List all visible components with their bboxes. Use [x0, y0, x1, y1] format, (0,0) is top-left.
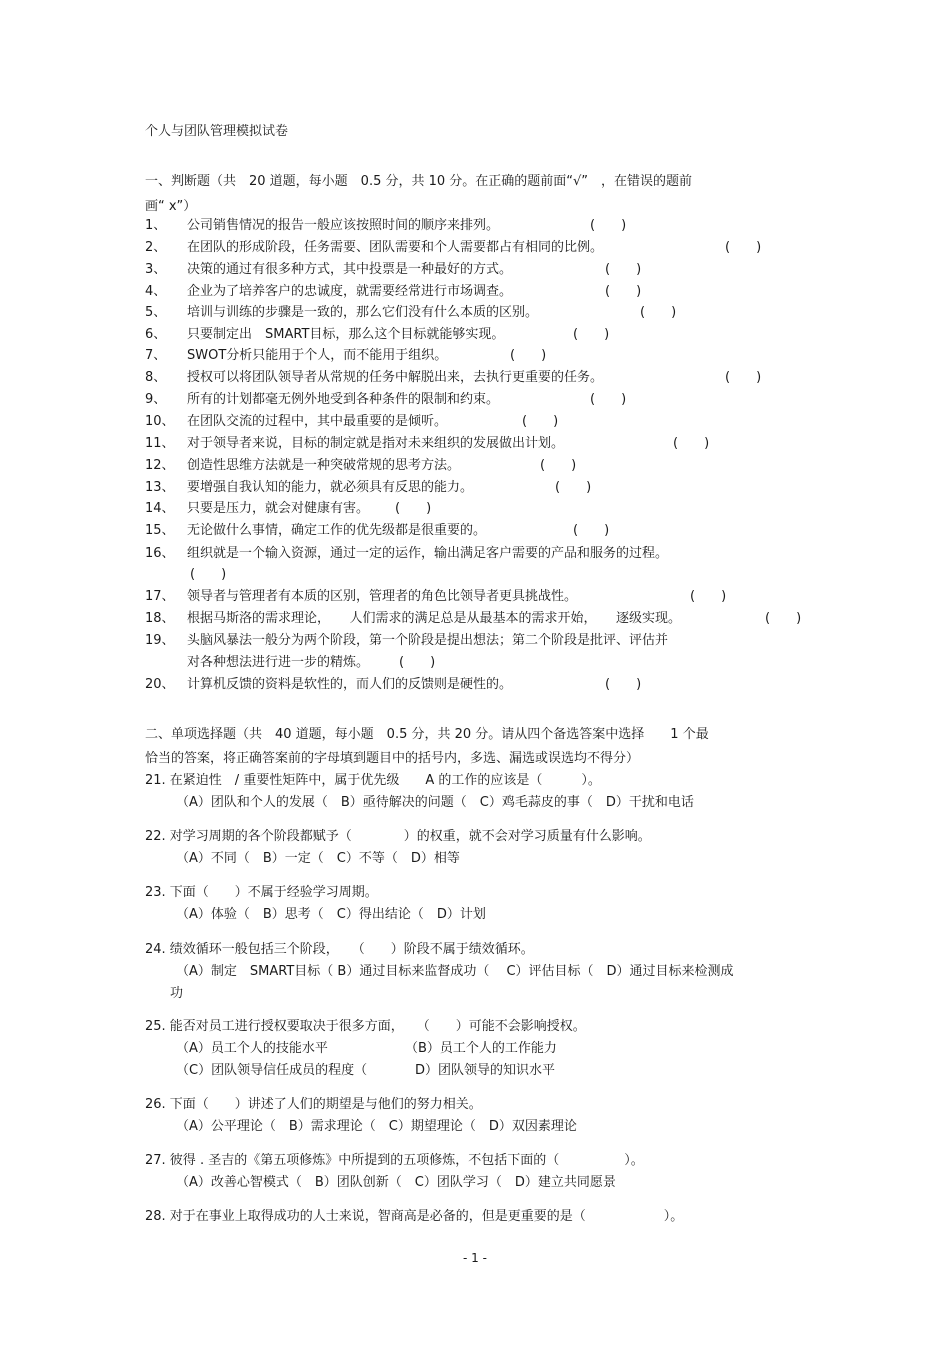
tf-item-text: 领导者与管理者有本质的区别，管理者的角色比领导者更具挑战性。: [187, 589, 578, 604]
question-21: 21. 在紧迫性 / 重要性矩阵中，属于优先级 A 的工作的应该是（ ）。: [145, 773, 601, 788]
question-25-option-d[interactable]: D）团队领导的知识水平: [415, 1063, 556, 1078]
question-26: 26. 下面（ ）讲述了人们的期望是与他们的努力相关。: [145, 1097, 482, 1112]
tf-item: [145, 412, 559, 432]
tf-item: [145, 587, 727, 607]
tf-item-number: 10、: [145, 414, 175, 429]
question-24-options-continuation: 功: [170, 986, 184, 1001]
tf-item-number: 6、: [145, 327, 167, 342]
tf-item-number: 16、: [145, 546, 175, 561]
tf-item-number: 14、: [145, 501, 175, 516]
question-25-option-a[interactable]: （A）员工个人的技能水平: [176, 1041, 328, 1056]
tf-item-number: 2、: [145, 240, 167, 255]
answer-blank[interactable]: ( ): [573, 523, 610, 538]
tf-item-number: 15、: [145, 523, 175, 538]
tf-item: [145, 631, 668, 651]
answer-blank[interactable]: ( ): [522, 414, 559, 429]
question-25: 25. 能否对员工进行授权要取决于很多方面， （ ）可能不会影响授权。: [145, 1019, 586, 1034]
answer-blank[interactable]: ( ): [555, 480, 592, 495]
tf-item: [145, 238, 762, 258]
tf-item-number: 17、: [145, 589, 175, 604]
tf-item-text: 在团队的形成阶段，任务需要、团队需要和个人需要都占有相同的比例。: [187, 240, 604, 255]
tf-item: [145, 325, 610, 345]
page-title: 个人与团队管理模拟试卷: [145, 124, 289, 139]
section2-header-line2: 恰当的答案，将正确答案前的字母填到题目中的括号内，多选、漏选或误选均不得分）: [145, 751, 640, 766]
tf-item-text: 根据马斯洛的需求理论， 人们需求的满足总是从最基本的需求开始， 逐级实现。: [187, 611, 682, 626]
tf-item: [145, 544, 668, 564]
answer-blank[interactable]: ( ): [640, 305, 677, 320]
tf-item: [145, 260, 642, 280]
tf-item-text: 培训与训练的步骤是一致的，那么它们没有什么本质的区别。: [187, 305, 539, 320]
tf-item-number: 18、: [145, 611, 175, 626]
tf-item-text: 要增强自我认知的能力，就必须具有反思的能力。: [187, 480, 474, 495]
question-26-options[interactable]: （A）公平理论（ B）需求理论（ C）期望理论（ D）双因素理论: [176, 1119, 577, 1134]
tf-item-text: 公司销售情况的报告一般应该按照时间的顺序来排列。: [187, 218, 500, 233]
section1-header-line1: 一、判断题（共 20 道题，每小题 0.5 分，共 10 分。在正确的题前面“√” ，在错误的题前: [145, 174, 693, 189]
answer-blank[interactable]: ( ): [605, 677, 642, 692]
question-21-options[interactable]: （A）团队和个人的发展（ B）亟待解决的问题（ C）鸡毛蒜皮的事（ D）干扰和电话: [176, 795, 694, 810]
tf-item-number: 12、: [145, 458, 175, 473]
answer-blank[interactable]: ( ): [590, 392, 627, 407]
answer-blank[interactable]: ( ): [395, 501, 432, 516]
tf-item-text: 只要制定出 SMART目标，那么这个目标就能够实现。: [187, 327, 505, 342]
tf-item: [145, 216, 627, 236]
tf-item-number: 1、: [145, 218, 167, 233]
tf-item: [145, 368, 762, 388]
tf-item-number: 4、: [145, 284, 167, 299]
answer-blank[interactable]: ( ): [605, 262, 642, 277]
question-23: 23. 下面（ ）不属于经验学习周期。: [145, 885, 378, 900]
answer-blank[interactable]: ( ): [673, 436, 710, 451]
answer-blank[interactable]: ( ): [725, 370, 762, 385]
page-number: - 1 -: [463, 1251, 487, 1265]
tf-item: [145, 456, 577, 476]
tf-item-number: 8、: [145, 370, 167, 385]
tf-item: [145, 434, 710, 454]
tf-item-text: 企业为了培养客户的忠诚度，就需要经常进行市场调查。: [187, 284, 513, 299]
question-22: 22. 对学习周期的各个阶段都赋予（ ）的权重，就不会对学习质量有什么影响。: [145, 829, 651, 844]
answer-blank[interactable]: ( ): [765, 611, 802, 626]
tf-item: [145, 521, 610, 541]
tf-item-text: 决策的通过有很多种方式，其中投票是一种最好的方式。: [187, 262, 513, 277]
answer-blank[interactable]: ( ): [540, 458, 577, 473]
tf-item-text: 创造性思维方法就是一种突破常规的思考方法。: [187, 458, 461, 473]
tf-item-text: 头脑风暴法一般分为两个阶段，第一个阶段是提出想法；第二个阶段是批评、评估并: [187, 633, 669, 648]
question-25-option-c[interactable]: （C）团队领导信任成员的程度（: [176, 1063, 368, 1078]
question-24: 24. 绩效循环一般包括三个阶段， （ ）阶段不属于绩效循环。: [145, 942, 534, 957]
tf-item: [145, 675, 642, 695]
question-23-options[interactable]: （A）体验（ B）思考（ C）得出结论（ D）计划: [176, 907, 486, 922]
tf-item-number: 19、: [145, 633, 175, 648]
tf-item-number: 9、: [145, 392, 167, 407]
tf-item-text: 授权可以将团队领导者从常规的任务中解脱出来，去执行更重要的任务。: [187, 370, 604, 385]
question-22-options[interactable]: （A）不同（ B）一定（ C）不等（ D）相等: [176, 851, 460, 866]
tf-item: [145, 346, 547, 366]
question-27-options[interactable]: （A）改善心智模式（ B）团队创新（ C）团队学习（ D）建立共同愿景: [176, 1175, 616, 1190]
tf-item-text: SWOT分析只能用于个人，而不能用于组织。: [187, 348, 448, 363]
tf-item-text: 无论做什么事情，确定工作的优先级都是很重要的。: [187, 523, 487, 538]
tf-item-text: 对各种想法进行进一步的精炼。: [187, 655, 370, 670]
tf-item-text: 只要是压力，就会对健康有害。: [187, 501, 370, 516]
tf-item: [145, 282, 642, 302]
tf-item-number: 7、: [145, 348, 167, 363]
tf-item-continuation: [187, 653, 435, 673]
answer-blank[interactable]: ( ): [590, 218, 627, 233]
section1-header-line2: 画“ x”）: [145, 199, 197, 214]
tf-item-number: 20、: [145, 677, 175, 692]
tf-item: [145, 478, 592, 498]
question-24-options[interactable]: （A）制定 SMART目标（ B）通过目标来监督成功（ C）评估目标（ D）通过目标来检测成: [176, 964, 734, 979]
answer-blank[interactable]: ( ): [690, 589, 727, 604]
tf-item-number: 3、: [145, 262, 167, 277]
answer-blank[interactable]: ( ): [190, 567, 227, 582]
answer-blank[interactable]: ( ): [725, 240, 762, 255]
answer-blank[interactable]: ( ): [573, 327, 610, 342]
question-28: 28. 对于在事业上取得成功的人士来说，智商高是必备的，但是更重要的是（ ）。: [145, 1209, 684, 1224]
tf-item-text: 对于领导者来说，目标的制定就是指对未来组织的发展做出计划。: [187, 436, 565, 451]
tf-item: [145, 609, 802, 629]
question-27: 27. 彼得 . 圣吉的《第五项修炼》中所提到的五项修炼，不包括下面的（ ）。: [145, 1153, 644, 1168]
answer-blank[interactable]: ( ): [399, 655, 436, 670]
tf-item-text: 所有的计划都毫无例外地受到各种条件的限制和约束。: [187, 392, 500, 407]
tf-item: [145, 303, 677, 323]
tf-item-number: 5、: [145, 305, 167, 320]
tf-item-text: 在团队交流的过程中，其中最重要的是倾听。: [187, 414, 448, 429]
tf-item-text: 计算机反馈的资料是软性的，而人们的反馈则是硬性的。: [187, 677, 513, 692]
answer-blank[interactable]: ( ): [605, 284, 642, 299]
answer-blank[interactable]: ( ): [510, 348, 547, 363]
tf-item: [145, 390, 627, 410]
tf-item: [145, 499, 432, 519]
tf-item-text: 组织就是一个输入资源，通过一定的运作，输出满足客户需要的产品和服务的过程。: [187, 546, 669, 561]
question-25-option-b[interactable]: （B）员工个人的工作能力: [405, 1041, 557, 1056]
tf-item-number: 11、: [145, 436, 175, 451]
tf-item-number: 13、: [145, 480, 175, 495]
section2-header-line1: 二、单项选择题（共 40 道题，每小题 0.5 分，共 20 分。请从四个备选答案中选择 1 个最: [145, 727, 709, 742]
